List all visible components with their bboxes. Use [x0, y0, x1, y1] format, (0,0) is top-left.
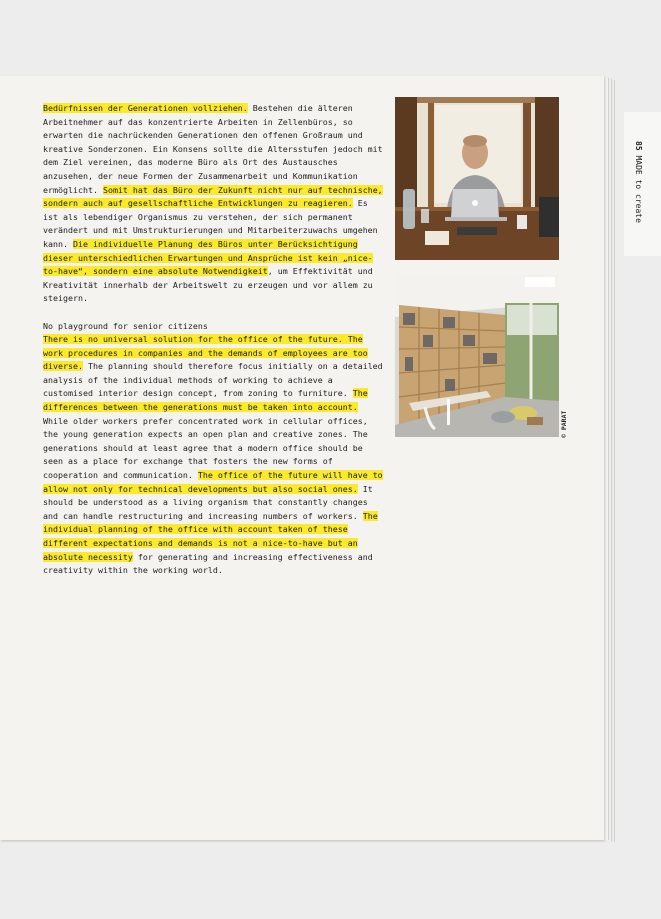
german-paragraph [43, 102, 385, 306]
text-run: Die individuelle Planung des Büros unter Berücksichtigung dieser unterschiedlichen Erwartungen und Ansprüche ist kein „nice-to-have“, sondern eine absolute Notwendigkeit [43, 238, 373, 277]
text-run: It should be understood as a living organism that constantly changes and can handle restructuring and increasing numbers of workers. [43, 483, 373, 521]
photo-credit: © PARAT [560, 410, 568, 438]
text-run: Es ist als lebendiger Organismus zu verstehen, der sich permanent verändert und mit Umstrukturierungen und Mitarbeiterzuwachs umgehen kann. [43, 198, 378, 249]
text-run: Bestehen die älteren Arbeitnehmer auf das konzentrierte Arbeiten in Zellenbüros, so erwarten die nachrückenden Generationen den offenen Großraum und kreative Sonderzonen. Ein Konsens sollte die Altersstufen jedoch mit dem Ziel vereinen, das moderne Büro als Ort des Austausches anzusehen, der neue Formen der Zusammenarbeit und Kommunikation ermöglicht. [43, 103, 383, 195]
text-run: While older workers prefer concentrated work in cellular offices, the young generation expects an open plan and creative zones. The generations should at least agree that a modern office should be seen as a place for exchange that fosters the new forms of cooperation and communication. [43, 415, 368, 481]
page-number: 85 [634, 141, 643, 151]
article-text-column [43, 102, 385, 578]
meeting-room-photo [395, 97, 559, 260]
text-run: for generating and increasing effectiveness and creativity within the working world. [43, 551, 373, 576]
text-run: There is no universal solution for the office of the future. The work procedures in companies and the demands of employees are too diverse. [43, 334, 368, 372]
text-run: The individual planning of the office with account taken of these different expectations and demands is not a nice-to-have but an absolute necessity [43, 510, 378, 562]
office-shelves-photo [395, 275, 559, 437]
text-run: The differences between the generations must be taken into account. [43, 388, 368, 413]
text-run: Somit hat das Büro der Zukunft nicht nur auf technische, sondern auch auf gesellschaftliche Entwicklungen zu reagieren. [43, 184, 383, 209]
text-run: The planning should therefore focus initially on a detailed analysis of the individual methods of working to achieve a customised interior design concept, from zoning to furniture. [43, 361, 383, 399]
section-heading: No playground for senior citizens [43, 320, 208, 331]
text-run: , um Effektivität und Kreativität innerhalb der Arbeitswelt zu erzeugen und vor allem zu steigern. [43, 266, 373, 304]
side-tab-text [634, 141, 643, 223]
text-run: Bedürfnissen der Generationen vollziehen. [43, 103, 248, 113]
text-run: The office of the future will have to allow not only for technical developments but also social ones. [43, 470, 383, 494]
section-title: MADE to create [634, 155, 643, 223]
english-paragraph [43, 333, 385, 578]
